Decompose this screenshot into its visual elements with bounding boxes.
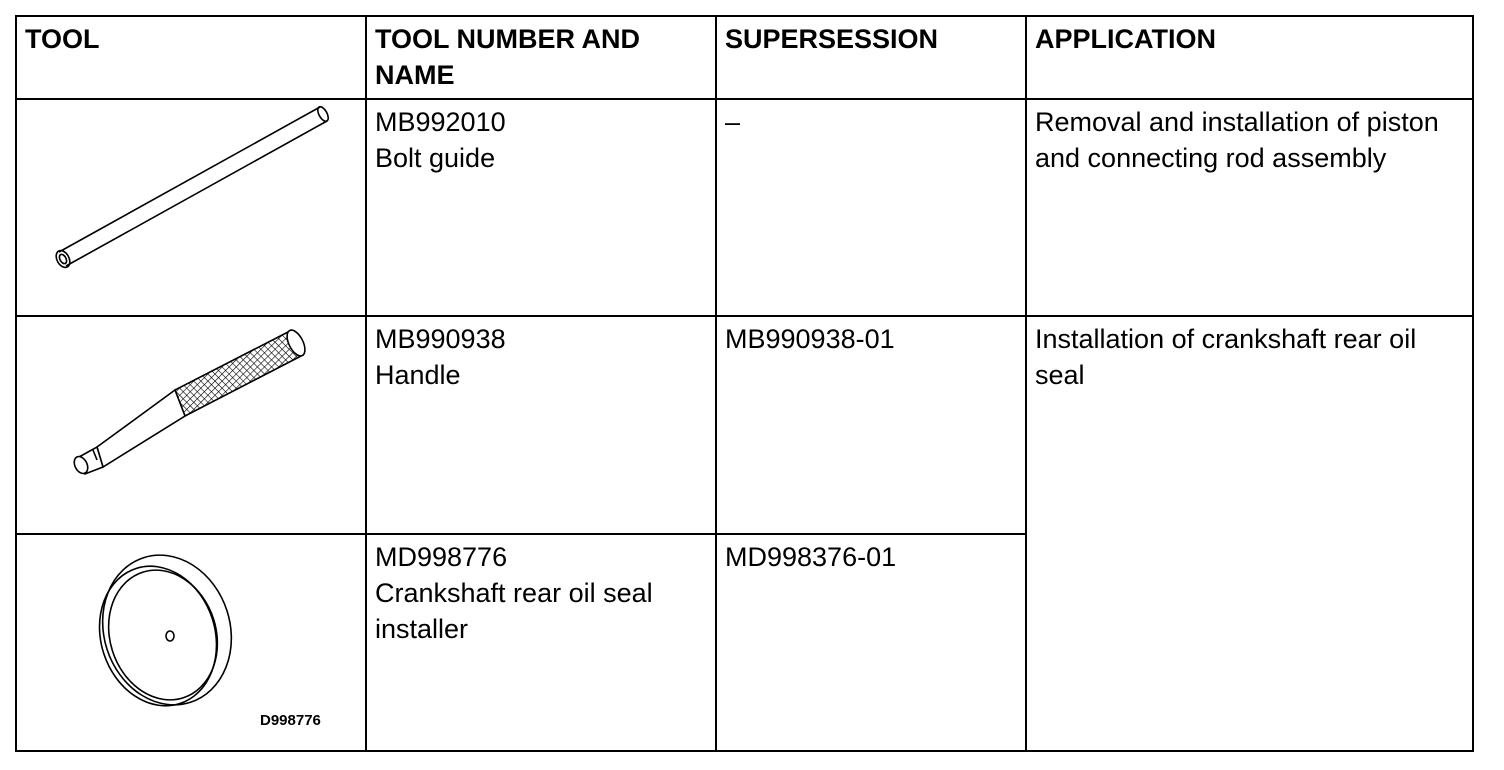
handle-icon bbox=[17, 317, 367, 534]
header-application: APPLICATION bbox=[1026, 16, 1473, 99]
application-text: Installation of crankshaft rear oil seal bbox=[1035, 324, 1417, 391]
tool-number: MB992010 bbox=[375, 107, 506, 138]
header-row bbox=[16, 16, 1473, 99]
application-text: Removal and installation of piston and connecting rod assembly bbox=[1035, 107, 1439, 174]
special-tools-table bbox=[15, 15, 1474, 752]
bolt-guide-rod-icon bbox=[17, 100, 367, 317]
header-tool: TOOL bbox=[16, 16, 366, 99]
header-tool-number-and-name: TOOL NUMBER AND NAME bbox=[366, 16, 716, 99]
tool-image-cell bbox=[16, 99, 366, 316]
tool-image-cell bbox=[16, 316, 366, 533]
image-code-label: D998776 bbox=[260, 711, 321, 729]
tool-image-cell bbox=[16, 534, 366, 751]
tool-name: Crankshaft rear oil seal installer bbox=[375, 577, 653, 644]
application-cell bbox=[1026, 99, 1473, 316]
tool-number: MD998776 bbox=[375, 541, 508, 572]
tool-number-name-cell bbox=[366, 534, 716, 751]
tool-number-name-cell bbox=[366, 316, 716, 533]
header-supersession: SUPERSESSION bbox=[716, 16, 1026, 99]
table-row bbox=[16, 316, 1473, 533]
supersession-cell bbox=[716, 316, 1026, 533]
tool-name: Handle bbox=[375, 360, 461, 391]
supersession-cell bbox=[716, 99, 1026, 316]
supersession-value: MD998376-01 bbox=[725, 541, 897, 572]
tool-number: MB990938 bbox=[375, 324, 506, 355]
tool-name: Bolt guide bbox=[375, 143, 496, 174]
table-row bbox=[16, 99, 1473, 316]
supersession-cell bbox=[716, 534, 1026, 751]
application-cell bbox=[1026, 316, 1473, 751]
tool-number-name-cell bbox=[366, 99, 716, 316]
supersession-value: MB990938-01 bbox=[725, 324, 895, 355]
supersession-value: – bbox=[725, 107, 741, 138]
